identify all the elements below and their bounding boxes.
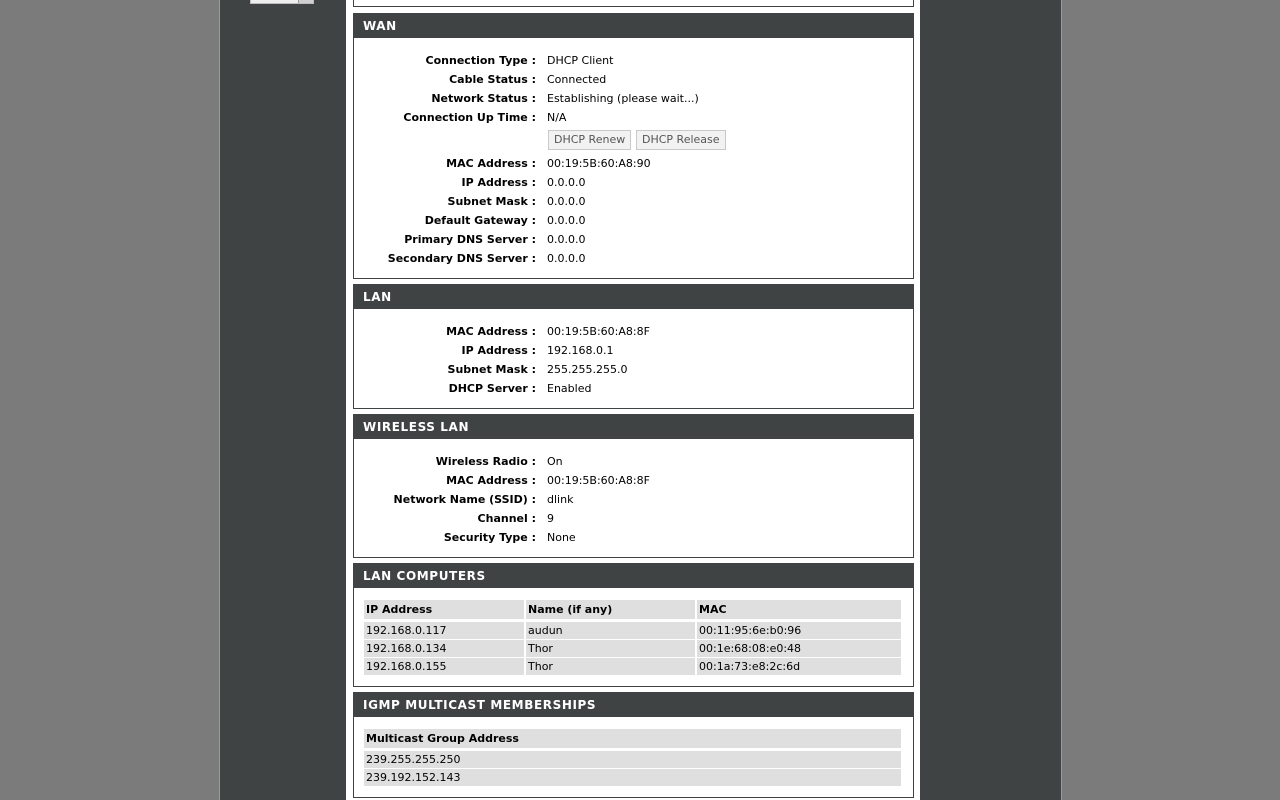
field-label: Network Name (SSID) :	[393, 493, 536, 506]
field-value: N/A	[547, 111, 567, 124]
field-value: DHCP Client	[547, 54, 614, 67]
multicast-address-cell: 239.192.152.143	[364, 769, 901, 786]
field-label: Connection Type :	[425, 54, 536, 67]
wan-cable-status-row	[354, 70, 913, 89]
field-value: 00:19:5B:60:A8:8F	[547, 325, 650, 338]
field-value: 00:19:5B:60:A8:8F	[547, 474, 650, 487]
table-header-row	[364, 729, 903, 748]
wan-connection-type-row	[354, 51, 913, 70]
wan-gateway-row	[354, 211, 913, 230]
field-value: 192.168.0.1	[547, 344, 614, 357]
wireless-channel-row	[354, 509, 913, 528]
field-label: MAC Address :	[446, 325, 536, 338]
mac-cell: 00:1e:68:08:e0:48	[697, 640, 901, 657]
wan-section	[353, 13, 914, 279]
lan-computers-title: LAN COMPUTERS	[354, 564, 913, 588]
table-header-row	[364, 600, 903, 619]
nav-input-stub[interactable]	[250, 0, 314, 4]
mac-cell: 00:11:95:6e:b0:96	[697, 622, 901, 639]
wireless-mac-row	[354, 471, 913, 490]
igmp-title: IGMP MULTICAST MEMBERSHIPS	[354, 693, 913, 717]
name-cell: Thor	[526, 640, 695, 657]
field-label: IP Address :	[461, 344, 536, 357]
wan-ip-row	[354, 173, 913, 192]
field-label: Secondary DNS Server :	[387, 252, 536, 265]
field-value: Connected	[547, 73, 607, 86]
field-label: Subnet Mask :	[447, 363, 536, 376]
field-label: Primary DNS Server :	[404, 233, 536, 246]
lan-title: LAN	[354, 285, 913, 309]
wan-uptime-row	[354, 108, 913, 127]
wireless-title: WIRELESS LAN	[354, 415, 913, 439]
wan-subnet-row	[354, 192, 913, 211]
wireless-ssid-row	[354, 490, 913, 509]
status-content	[346, 0, 920, 800]
left-navigation	[219, 0, 346, 800]
lan-dhcp-server-row	[354, 379, 913, 398]
name-cell: Thor	[526, 658, 695, 675]
wireless-radio-row	[354, 452, 913, 471]
field-label: DHCP Server :	[448, 382, 536, 395]
wireless-lan-section	[353, 414, 914, 558]
dhcp-renew-button[interactable]: DHCP Renew	[548, 130, 631, 150]
ip-cell: 192.168.0.134	[364, 640, 524, 657]
field-value: None	[547, 531, 576, 544]
ip-cell: 192.168.0.117	[364, 622, 524, 639]
column-header-mac: MAC	[697, 600, 901, 619]
multicast-address-cell: 239.255.255.250	[364, 751, 901, 768]
field-label: Subnet Mask :	[447, 195, 536, 208]
field-value: 0.0.0.0	[547, 214, 586, 227]
field-value: Enabled	[547, 382, 592, 395]
table-row	[364, 622, 903, 639]
igmp-section	[353, 692, 914, 798]
field-value: 0.0.0.0	[547, 233, 586, 246]
lan-subnet-row	[354, 360, 913, 379]
table-row	[364, 658, 903, 675]
lan-section	[353, 284, 914, 409]
field-label: Default Gateway :	[424, 214, 536, 227]
field-value: 00:19:5B:60:A8:90	[547, 157, 651, 170]
lan-computers-section	[353, 563, 914, 687]
column-header-name: Name (if any)	[526, 600, 695, 619]
field-label: Wireless Radio :	[435, 455, 536, 468]
table-row	[364, 751, 903, 768]
table-row	[364, 640, 903, 657]
table-row	[364, 769, 903, 786]
field-value: 255.255.255.0	[547, 363, 628, 376]
wireless-security-row	[354, 528, 913, 547]
lan-mac-row	[354, 322, 913, 341]
field-value: 0.0.0.0	[547, 176, 586, 189]
field-value: 0.0.0.0	[547, 195, 586, 208]
wan-network-status-row	[354, 89, 913, 108]
name-cell: audun	[526, 622, 695, 639]
lan-ip-row	[354, 341, 913, 360]
field-value: On	[547, 455, 563, 468]
field-label: Network Status :	[431, 92, 536, 105]
field-label: Connection Up Time :	[403, 111, 536, 124]
wan-title: WAN	[354, 14, 913, 38]
mac-cell: 00:1a:73:e8:2c:6d	[697, 658, 901, 675]
column-header-ip: IP Address	[364, 600, 524, 619]
field-label: IP Address :	[461, 176, 536, 189]
field-label: Security Type :	[443, 531, 536, 544]
field-value: 0.0.0.0	[547, 252, 586, 265]
previous-section-bottom	[353, 0, 914, 7]
dhcp-release-button[interactable]: DHCP Release	[636, 130, 726, 150]
ip-cell: 192.168.0.155	[364, 658, 524, 675]
wan-mac-row	[354, 154, 913, 173]
field-value: 9	[547, 512, 554, 525]
column-header-multicast: Multicast Group Address	[364, 729, 901, 748]
nav-input-button[interactable]	[298, 0, 313, 3]
wan-primary-dns-row	[354, 230, 913, 249]
field-value: Establishing (please wait...)	[547, 92, 699, 105]
wan-secondary-dns-row	[354, 249, 913, 268]
field-value: dlink	[547, 493, 574, 506]
field-label: MAC Address :	[446, 474, 536, 487]
field-label: MAC Address :	[446, 157, 536, 170]
field-label: Cable Status :	[449, 73, 536, 86]
field-label: Channel :	[477, 512, 536, 525]
